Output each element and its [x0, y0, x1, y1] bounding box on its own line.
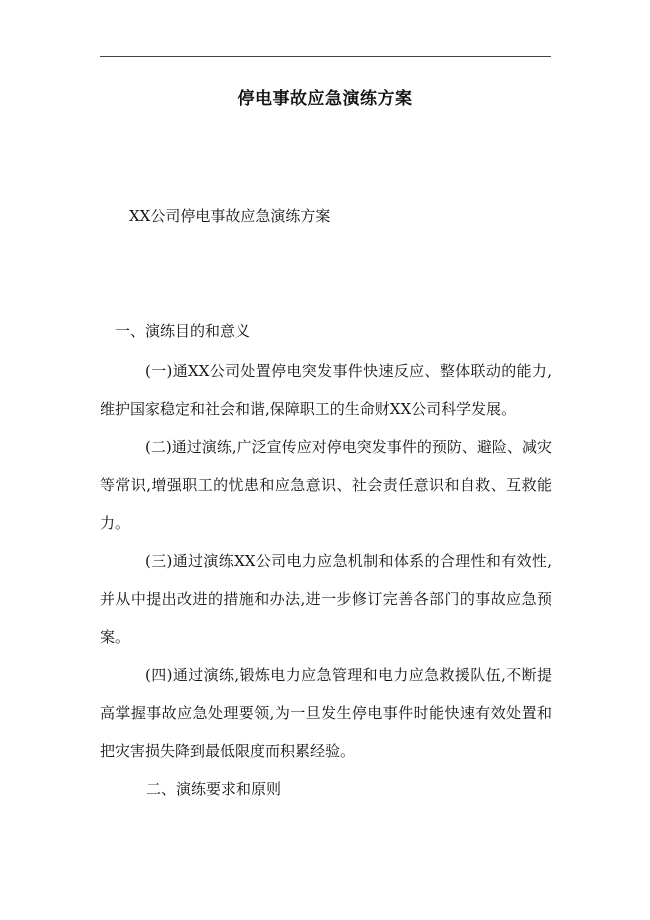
- paragraph-4: (四)通过演练,锻炼电力应急管理和电力应急救援队伍,不断提高掌握事故应急处理要领,为一旦发生停电事件时能快速有效处置和把灾害损失降到最低限度而积累经验。: [100, 666, 552, 760]
- document-title: 停电事故应急演练方案: [237, 89, 413, 109]
- section-heading-requirements: 二、演练要求和原则: [146, 780, 282, 798]
- document-subtitle: XX公司停电事故应急演练方案: [129, 207, 331, 225]
- section-heading-purpose: 一、演练目的和意义: [115, 322, 251, 340]
- header-rule: [100, 56, 551, 57]
- paragraph-3: (三)通过演练XX公司电力应急机制和体系的合理性和有效性,并从中提出改进的措施和办法,进一步修订完善各部门的事故应急预案。: [100, 552, 552, 646]
- paragraph-1: (一)通XX公司处置停电突发事件快速反应、整体联动的能力,维护国家稳定和社会和谐,保障职工的生命财XX公司科学发展。: [100, 362, 552, 418]
- paragraph-2: (二)通过演练,广泛宣传应对停电突发事件的预防、避险、减灾等常识,增强职工的忧患和应急意识、社会责任意识和自救、互救能力。: [100, 438, 552, 532]
